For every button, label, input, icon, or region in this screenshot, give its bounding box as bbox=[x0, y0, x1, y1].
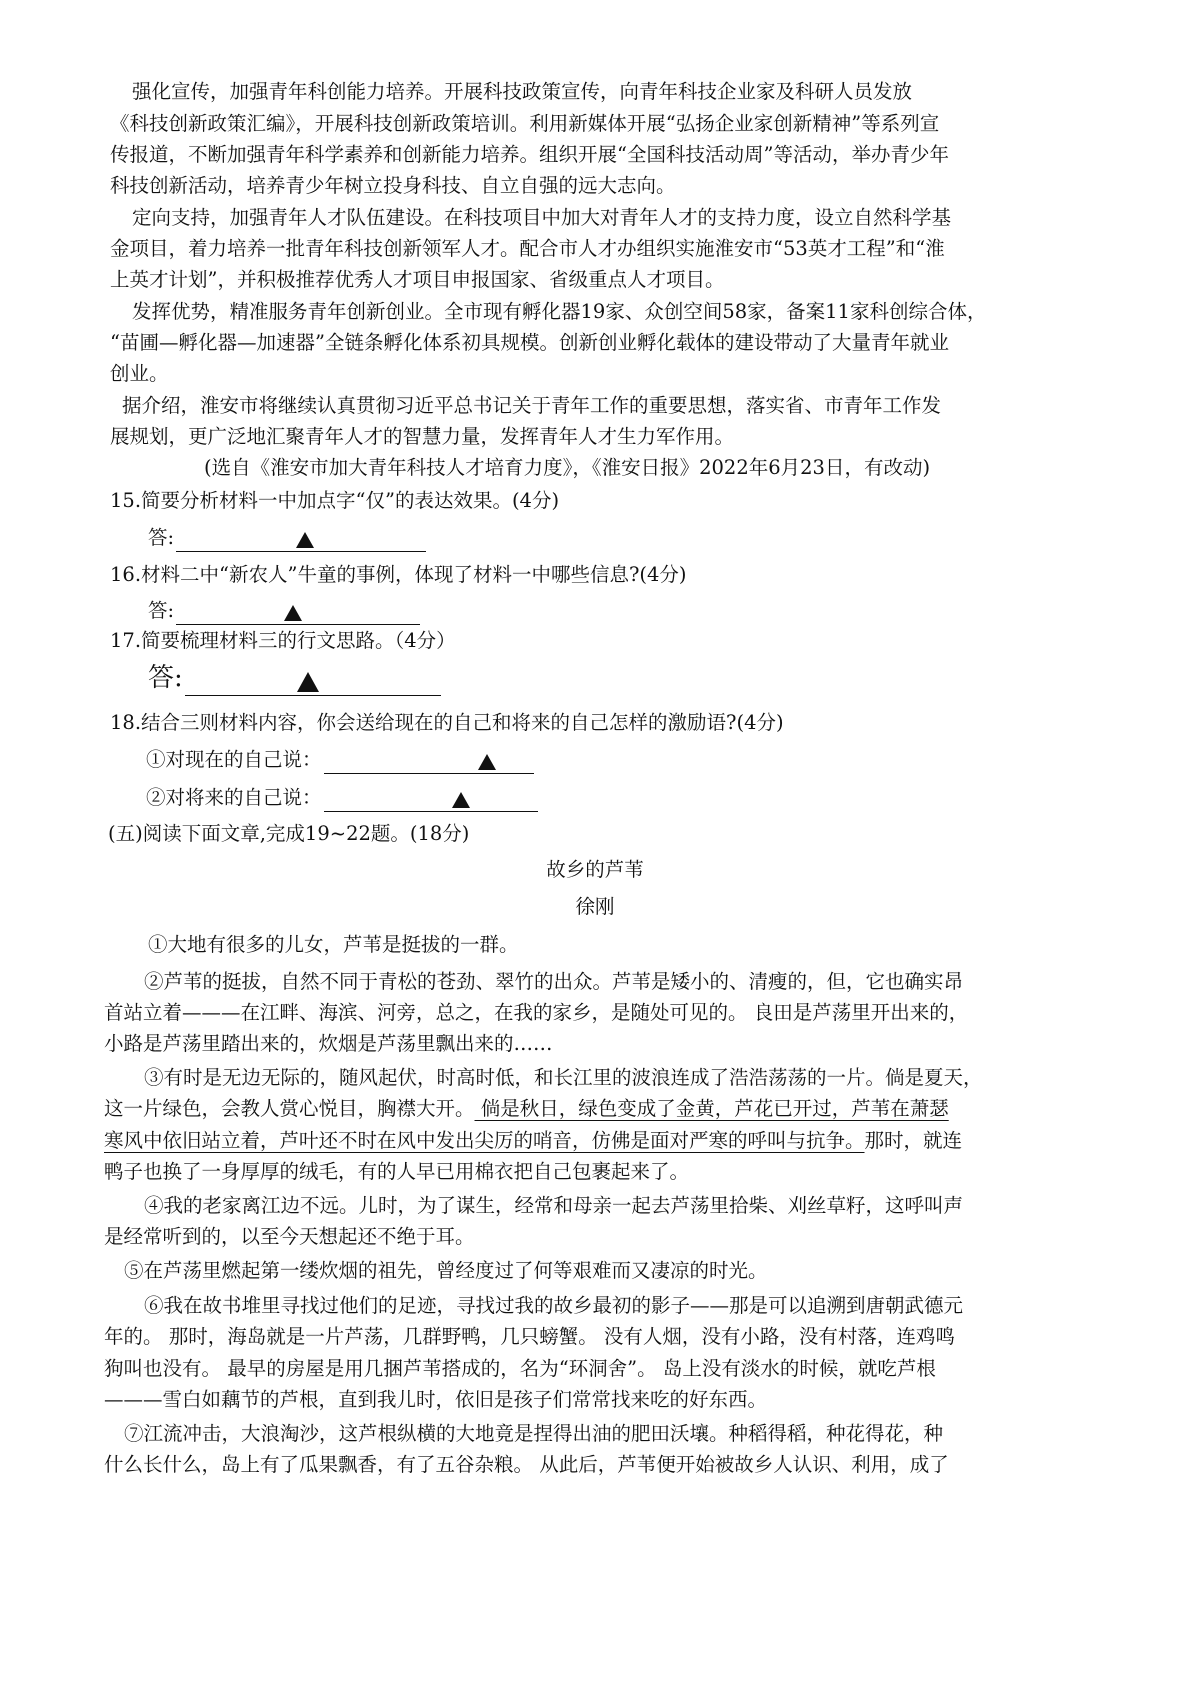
paragraph-3-line3 bbox=[104, 1127, 962, 1155]
question-16: 16.材料二中“新农人”牛童的事例，体现了材料一中哪些信息?(4分) bbox=[110, 563, 687, 586]
material-three-p1-line2: 《科技创新政策汇编》，开展科技创新政策培训。利用新媒体开展“弘扬企业家创新精神”等系列宣 bbox=[110, 112, 940, 135]
paragraph-3-line1: ③有时是无边无际的，随风起伏，时高时低，和长江里的波浪连成了浩浩荡荡的一片。倘是夏天， bbox=[144, 1066, 983, 1089]
answer-label: 答: bbox=[148, 526, 175, 549]
material-three-p2-line2: 金项目，着力培养一批青年科技创新领军人才。配合市人才办组织实施淮安市“53英才工程”和“淮 bbox=[110, 237, 945, 260]
material-three-source: (选自《淮安市加大青年科技人才培育力度》，《淮安日报》2022年6月23日，有改动) bbox=[204, 456, 931, 479]
q18-future-label: ②对将来的自己说： bbox=[146, 786, 322, 809]
material-three-p1-line3: 传报道，不断加强青年科学素养和创新能力培养。组织开展“全国科技活动周”等活动，举办青少年 bbox=[110, 143, 949, 166]
material-three-p2-line3: 上英才计划”，并积极推荐优秀人才项目申报国家、省级重点人才项目。 bbox=[110, 268, 725, 291]
paragraph-2-line2: 首站立着———在江畔、海滨、河旁，总之，在我的家乡，是随处可见的。 良田是芦荡里开出来的， bbox=[104, 1001, 969, 1024]
material-three-p3-line1: 发挥优势，精准服务青年创新创业。全市现有孵化器19家、众创空间58家，备案11家科创综合体， bbox=[132, 300, 987, 323]
material-three-p1-line4: 科技创新活动，培养青少年树立投身科技、自立自强的远大志向。 bbox=[110, 174, 676, 197]
answer-blank-15[interactable] bbox=[176, 529, 426, 552]
question-17: 17.简要梳理材料三的行文思路。（4分） bbox=[110, 629, 456, 652]
answer-label: 答: bbox=[148, 599, 175, 622]
paragraph-3-plain-text: 这一片绿色，会教人赏心悦目，胸襟大开。 bbox=[104, 1097, 475, 1120]
paragraph-1: ①大地有很多的儿女，芦苇是挺拔的一群。 bbox=[148, 933, 519, 956]
material-three-p4-line2: 展规划，更广泛地汇聚青年人才的智慧力量，发挥青年人才生力军作用。 bbox=[110, 425, 735, 448]
paragraph-6-line4: ———雪白如藕节的芦根，直到我儿时，依旧是孩子们常常找来吃的好东西。 bbox=[104, 1388, 768, 1411]
paragraph-2-line1: ②芦苇的挺拔，自然不同于青松的苍劲、翠竹的出众。芦苇是矮小的、清瘦的，但，它也确实昂 bbox=[144, 970, 964, 993]
paragraph-2-line3: 小路是芦荡里踏出来的，炊烟是芦荡里飘出来的…… bbox=[104, 1032, 553, 1055]
paragraph-6-line1: ⑥我在故书堆里寻找过他们的足迹，寻找过我的故乡最初的影子——那是可以追溯到唐朝武德元 bbox=[144, 1294, 964, 1317]
answer-row-18-now bbox=[146, 746, 534, 774]
paragraph-7-line2: 什么长什么，岛上有了瓜果飘香，有了五谷杂粮。 从此后，芦苇便开始被故乡人认识、利用，成了 bbox=[104, 1453, 949, 1476]
material-three-p2-line1: 定向支持，加强青年人才队伍建设。在科技项目中加大对青年人才的支持力度，设立自然科学基 bbox=[132, 206, 952, 229]
triangle-marker-icon bbox=[478, 754, 496, 770]
answer-blank-17[interactable] bbox=[185, 667, 441, 696]
triangle-marker-icon bbox=[452, 792, 470, 808]
paragraph-5: ⑤在芦荡里燃起第一缕炊烟的祖先，曾经度过了何等艰难而又凄凉的时光。 bbox=[124, 1259, 768, 1282]
paragraph-3-line2 bbox=[104, 1095, 949, 1123]
answer-blank-18-now[interactable] bbox=[324, 751, 534, 774]
answer-label: 答: bbox=[148, 663, 183, 693]
material-three-p3-line3: 创业。 bbox=[110, 362, 169, 385]
paragraph-7-line1: ⑦江流冲击，大浪淘沙，这芦根纵横的大地竟是捏得出油的肥田沃壤。种稻得稻，种花得花，种 bbox=[124, 1422, 944, 1445]
answer-row-18-future bbox=[146, 784, 538, 812]
q18-now-label: ①对现在的自己说： bbox=[146, 748, 322, 771]
triangle-marker-icon bbox=[284, 605, 302, 621]
triangle-marker-icon bbox=[296, 532, 314, 548]
paragraph-4-line2: 是经常听到的，以至今天想起还不绝于耳。 bbox=[104, 1225, 475, 1248]
article-author: 徐刚 bbox=[575, 895, 615, 918]
section-five-intro: (五)阅读下面文章,完成19~22题。(18分) bbox=[108, 822, 470, 845]
article-title: 故乡的芦苇 bbox=[546, 858, 644, 881]
paragraph-6-line3: 狗叫也没有。 最早的房屋是用几捆芦苇搭成的，名为“环洞舍”。 岛上没有淡水的时候，就吃芦根 bbox=[104, 1357, 936, 1380]
question-18: 18.结合三则材料内容，你会送给现在的自己和将来的自己怎样的激励语?(4分) bbox=[110, 711, 784, 734]
answer-blank-18-future[interactable] bbox=[324, 789, 538, 812]
paragraph-6-line2: 年的。 那时，海岛就是一片芦荡，几群野鸭，几只螃蟹。 没有人烟，没有小路，没有村落，连鸡鸣 bbox=[104, 1325, 955, 1348]
material-three-p1-line1: 强化宣传，加强青年科创能力培养。开展科技政策宣传，向青年科技企业家及科研人员发放 bbox=[132, 80, 913, 103]
answer-row-15 bbox=[148, 524, 426, 552]
paragraph-3-plain-text-cont: 那时，就连 bbox=[864, 1129, 963, 1152]
paragraph-3-underlined-sentence: 倘是秋日，绿色变成了金黄，芦花已开过，芦苇在萧瑟 bbox=[474, 1097, 949, 1120]
paragraph-4-line1: ④我的老家离江边不远。儿时，为了谋生，经常和母亲一起去芦荡里拾柴、刈丝草籽，这呼叫声 bbox=[144, 1194, 964, 1217]
material-three-p3-line2: “苗圃—孵化器—加速器”全链条孵化体系初具规模。创新创业孵化载体的建设带动了大量青年就业 bbox=[110, 331, 949, 354]
triangle-marker-icon bbox=[297, 672, 319, 692]
answer-row-16 bbox=[148, 597, 420, 625]
paragraph-3-line4: 鸭子也换了一身厚厚的绒毛，有的人早已用棉衣把自己包裹起来了。 bbox=[104, 1160, 690, 1183]
answer-blank-16[interactable] bbox=[176, 602, 420, 625]
material-three-p4-line1: 据介绍，淮安市将继续认真贯彻习近平总书记关于青年工作的重要思想，落实省、市青年工作发 bbox=[122, 394, 942, 417]
question-15: 15.简要分析材料一中加点字“仅”的表达效果。(4分) bbox=[110, 489, 560, 512]
answer-row-17 bbox=[148, 660, 441, 696]
paragraph-3-underlined-sentence-cont: 寒风中依旧站立着，芦叶还不时在风中发出尖厉的哨音，仿佛是面对严寒的呼叫与抗争。 bbox=[104, 1129, 865, 1152]
